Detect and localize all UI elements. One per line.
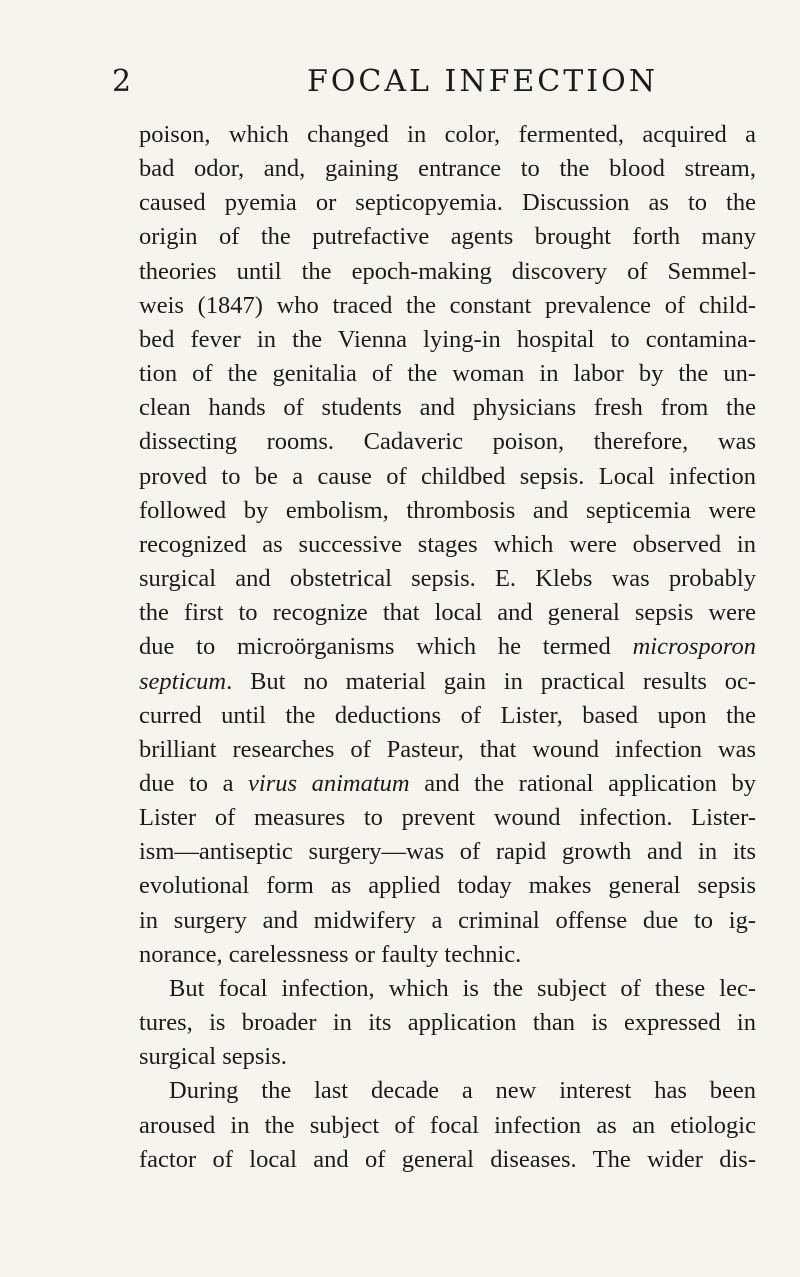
text-line (139, 323, 756, 357)
text-line (139, 767, 756, 801)
text-run: . But no material gain in practical results oc- (226, 667, 756, 695)
text-line (139, 1143, 756, 1177)
text-line (139, 460, 756, 494)
text-run: norance, carelessness or faulty technic. (139, 940, 522, 968)
text-run: surgical sepsis. (139, 1043, 287, 1071)
text-line (139, 972, 756, 1006)
text-line (139, 357, 756, 391)
text-line (139, 494, 756, 528)
text-run: bad odor, and, gaining entrance to the blood stream, (139, 155, 756, 183)
text-line (139, 1074, 756, 1108)
text-line (139, 1006, 756, 1040)
text-line (139, 425, 756, 459)
text-line (139, 118, 756, 152)
text-run: Lister of measures to prevent wound infection. Lister- (139, 804, 756, 832)
paragraph (139, 972, 756, 1074)
text-line (139, 699, 756, 733)
text-run: poison, which changed in color, fermented, acquired a (139, 121, 756, 148)
text-run: dissecting rooms. Cadaveric poison, therefore, was (139, 428, 756, 456)
page-number: 2 (112, 64, 132, 99)
italic-term: septicum (139, 667, 227, 695)
text-run: clean hands of students and physicians fresh from the (139, 394, 756, 422)
text-run: evolutional form as applied today makes general sepsis (139, 872, 756, 900)
text-run: due to microörganisms which he termed (139, 633, 633, 661)
text-run: tion of the genitalia of the woman in labor by the un- (139, 360, 756, 388)
text-line (139, 630, 756, 664)
text-run: proved to be a cause of childbed sepsis. Local infection (139, 462, 756, 490)
text-run: bed fever in the Vienna lying-in hospital to contamina- (139, 325, 756, 353)
text-run: origin of the putrefactive agents brought forth many (139, 223, 756, 251)
text-run: tures, is broader in its application than is expressed in (139, 1009, 756, 1037)
text-line (139, 733, 756, 767)
text-line (139, 186, 756, 220)
text-line (139, 152, 756, 186)
text-run: in surgery and midwifery a criminal offense due to ig- (139, 906, 756, 934)
text-run: theories until the epoch-making discovery of Semmel- (139, 257, 756, 285)
text-run: the first to recognize that local and general sepsis were (139, 599, 756, 627)
text-line (139, 528, 756, 562)
text-run: ism—antiseptic surgery—was of rapid growth and in its (139, 838, 756, 866)
text-run: During the last decade a new interest has been (169, 1077, 756, 1105)
text-line (139, 869, 756, 903)
text-run: caused pyemia or septicopyemia. Discussion as to the (139, 189, 756, 217)
text-run: due to a (139, 769, 249, 797)
running-title: FOCAL INFECTION (307, 64, 658, 99)
text-line (139, 596, 756, 630)
paragraph (139, 1074, 756, 1176)
italic-term: microsporon (632, 633, 756, 661)
text-line (139, 255, 756, 289)
text-run: weis (1847) who traced the constant prevalence of child- (139, 291, 756, 319)
paragraph (139, 118, 756, 972)
text-line (139, 1040, 756, 1074)
text-line (139, 938, 756, 972)
text-run: and the rational application by (409, 769, 756, 797)
text-line (139, 562, 756, 596)
text-run: curred until the deductions of Lister, based upon the (139, 701, 756, 729)
text-line (139, 220, 756, 254)
text-line (139, 1109, 756, 1143)
text-line (139, 904, 756, 938)
running-head (112, 62, 752, 102)
text-run: brilliant researches of Pasteur, that wound infection was (139, 735, 756, 763)
text-line (139, 801, 756, 835)
text-line (139, 835, 756, 869)
body-text (139, 118, 756, 1177)
text-line (139, 391, 756, 425)
italic-term: virus animatum (248, 769, 410, 797)
text-line (139, 665, 756, 699)
text-run: followed by embolism, thrombosis and septicemia were (139, 496, 756, 524)
text-run: factor of local and of general diseases. The wider dis- (139, 1145, 756, 1173)
text-run: surgical and obstetrical sepsis. E. Klebs was probably (139, 565, 756, 593)
text-run: aroused in the subject of focal infection as an etiologic (139, 1111, 756, 1139)
text-line (139, 289, 756, 323)
text-run: recognized as successive stages which were observed in (139, 530, 756, 558)
text-run: But focal infection, which is the subject of these lec- (169, 974, 756, 1002)
